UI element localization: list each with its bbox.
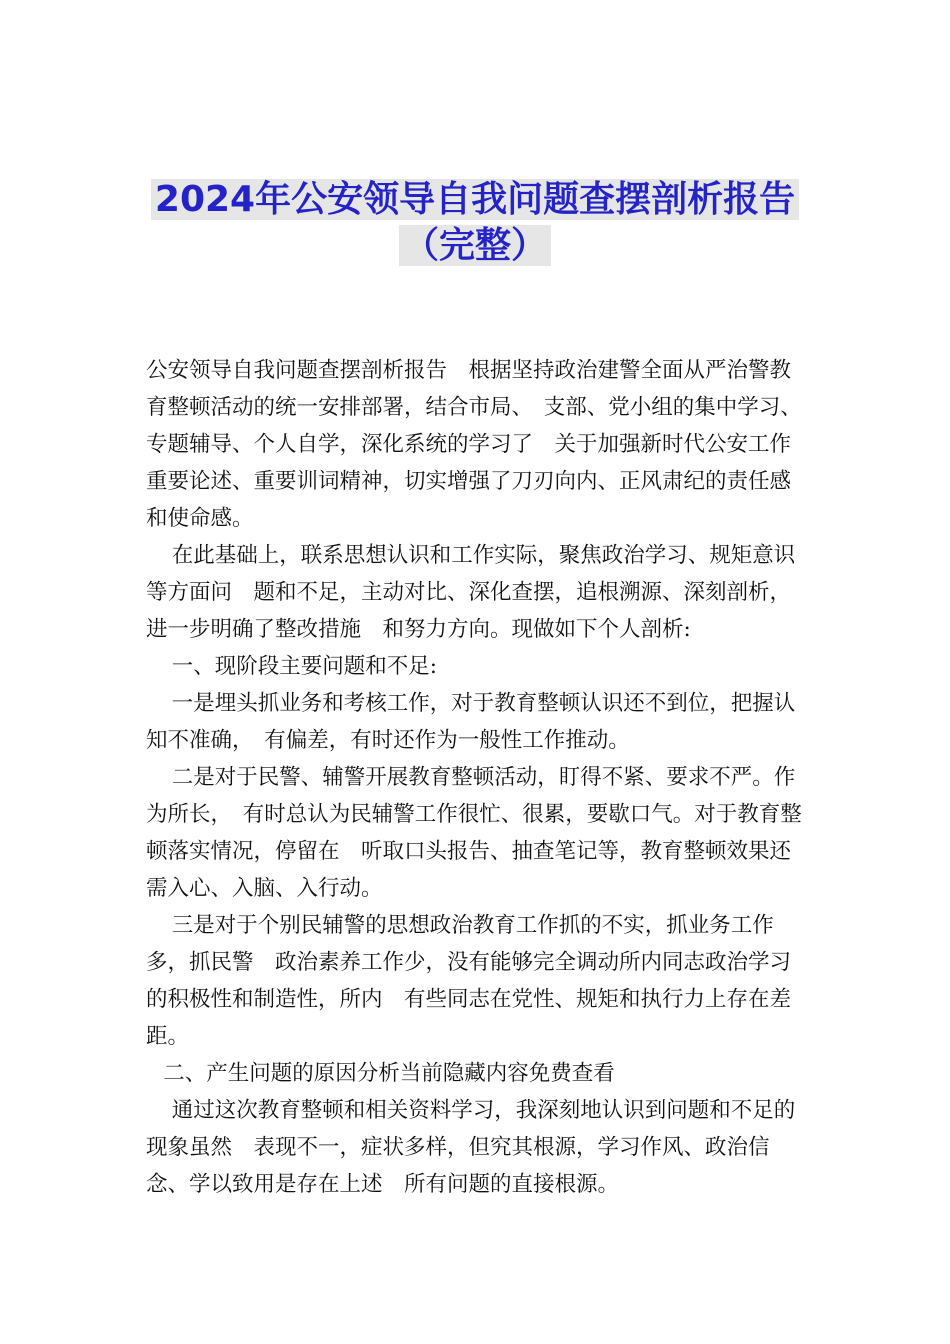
paragraph-basis: 在此基础上，联系思想认识和工作实际，聚焦政治学习、规矩意识等方面问 题和不足，主动对比、深化查摆，追根溯源、深刻剖析，进一步明确了整改措施 和努力方向。现做如下个人剖析: <box>146 543 796 642</box>
paragraph-causes: 通过这次教育整顿和相关资料学习，我深刻地认识到问题和不足的现象虽然 表现不一，症状多样，但究其根源，学习作风、政治信念、学以致用是存在上述 所有问题的直接根源。 <box>146 1098 796 1197</box>
document-title-text-2: （完整） <box>399 225 551 266</box>
document-title-line-1 <box>0 178 950 222</box>
document-title-text-1: 2024年公安领导自我问题查摆剖析报告 <box>151 179 799 220</box>
paragraph-intro: 公安领导自我问题查摆剖析报告 根据坚持政治建警全面从严治警教育整顿活动的统一安排部署，结合市局、 支部、党小组的集中学习、专题辅导、个人自学，深化系统的学习了 关于加强新时代公安工作重要论述、重要训词精神，切实增强了刀刃向内、正风肃纪的责任感和使命感。 <box>146 358 802 531</box>
section-heading-problems: 一、现阶段主要问题和不足: <box>171 654 438 679</box>
document-title-line-2 <box>0 224 950 268</box>
paragraph-problem-3: 三是对于个别民辅警的思想政治教育工作抓的不实，抓业务工作多，抓民警 政治素养工作少，没有能够完全调动所内同志政治学习的积极性和制造性，所内 有些同志在党性、规矩和执行力上存在差距。 <box>146 913 792 1049</box>
paragraph-problem-2: 二是对于民警、辅警开展教育整顿活动，盯得不紧、要求不严。作为所长， 有时总认为民辅警工作很忙、很累，要歇口气。对于教育整顿落实情况，停留在 听取口头报告、抽查笔记等，教育整顿效果还需入心、入脑、入行动。 <box>146 765 802 901</box>
document-body <box>146 352 811 1203</box>
section-heading-causes: 二、产生问题的原因分析当前隐藏内容免费查看 <box>163 1061 615 1086</box>
paragraph-problem-1: 一是埋头抓业务和考核工作，对于教育整顿认识还不到位，把握认知不准确， 有偏差，有时还作为一般性工作推动。 <box>146 691 796 753</box>
